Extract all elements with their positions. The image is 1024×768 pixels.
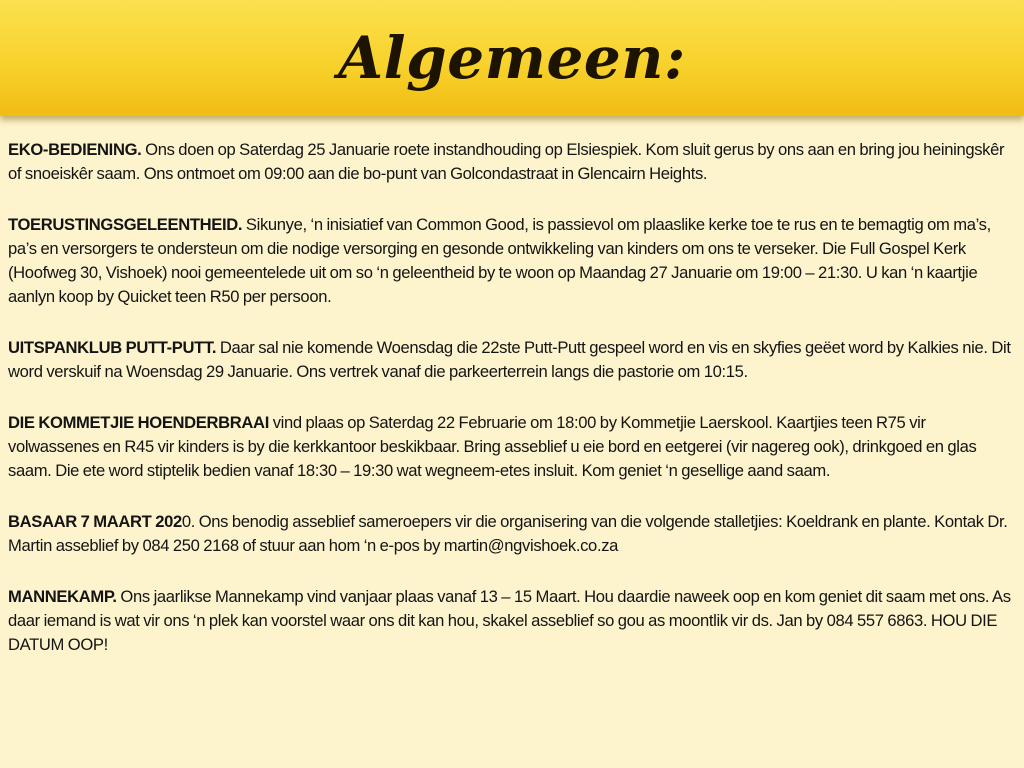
announcements (8, 138, 1012, 684)
announcement-title: DIE KOMMETJIE HOENDERBRAAI (8, 413, 269, 432)
announcement-text: vind plaas op Saterdag 22 Februarie om 18:00 by Kommetjie Laerskool. Kaartjies teen R75 vir volwassenes en R45 vir kinders is by die kerkkantoor beskikbaar. Bring asseblief u eie bord en eetgerei (vir nagereg ook), drinkgoed en glas saam. Die ete word stiptelik bedien vanaf 18:30 – 19:30 wat wegneem-etes insluit. Kom geniet ‘n gesellige aand saam. (8, 413, 977, 480)
announcement-text: Ons jaarlikse Mannekamp vind vanjaar plaas vanaf 13 – 15 Maart. Hou daardie naweek oop en kom geniet dit saam met ons. As daar iemand is wat vir ons ‘n plek kan voorstel waar ons dit kan hou, skakel asseblief so gou as moontlik vir ds. Jan by 084 557 6863. HOU DIE DATUM OOP! (8, 587, 1011, 654)
announcement-title: UITSPANKLUB PUTT-PUTT. (8, 338, 217, 357)
announcement-uitspanklub (8, 336, 1012, 384)
announcement-eko-bediening (8, 138, 1012, 186)
announcement-toerustingsgeleentheid (8, 213, 1012, 309)
page-title: Algemeen: (338, 24, 686, 92)
announcement-text: Daar sal nie komende Woensdag die 22ste Putt-Putt gespeel word en vis en skyfies geëet word by Kalkies nie. Dit word verskuif na Woensdag 29 Januarie. Ons vertrek vanaf die parkeerterrein langs die pastorie om 10:15. (8, 338, 1011, 381)
announcement-title: BASAAR 7 MAART 202 (8, 512, 182, 531)
header-banner (0, 0, 1024, 116)
announcement-text: Sikunye, ‘n inisiatief van Common Good, is passievol om plaaslike kerke toe te rus en te bemagtig om ma’s, pa’s en versorgers te ondersteun om die nodige versorging en gesonde ontwikkeling van kinders om ons te verseker. Die Full Gospel Kerk (Hoofweg 30, Vishoek) nooi gemeentelede uit om so ‘n geleentheid by te woon op Maandag 27 Januarie om 19:00 – 21:30. U kan ‘n kaartjie aanlyn koop by Quicket teen R50 per persoon. (8, 215, 991, 306)
announcement-title: MANNEKAMP. (8, 587, 117, 606)
announcement-text: Ons doen op Saterdag 25 Januarie roete instandhouding op Elsiespiek. Kom sluit gerus by ons aan en bring jou heiningskêr of snoeiskêr saam. Ons ontmoet om 09:00 aan die bo-punt van Golcondastraat in Glencairn Heights. (8, 140, 1005, 183)
announcement-title: TOERUSTINGSGELEENTHEID. (8, 215, 243, 234)
announcement-text: 0. Ons benodig asseblief sameroepers vir die organisering van die volgende stalletjies: Koeldrank en plante. Kontak Dr. Martin asseblief by 084 250 2168 of stuur aan hom ‘n e-pos by martin@ngvishoek.co.za (8, 512, 1008, 555)
announcement-hoenderbraai (8, 411, 1012, 483)
announcement-basaar (8, 510, 1012, 558)
announcement-mannekamp (8, 585, 1012, 657)
announcement-title: EKO-BEDIENING. (8, 140, 142, 159)
